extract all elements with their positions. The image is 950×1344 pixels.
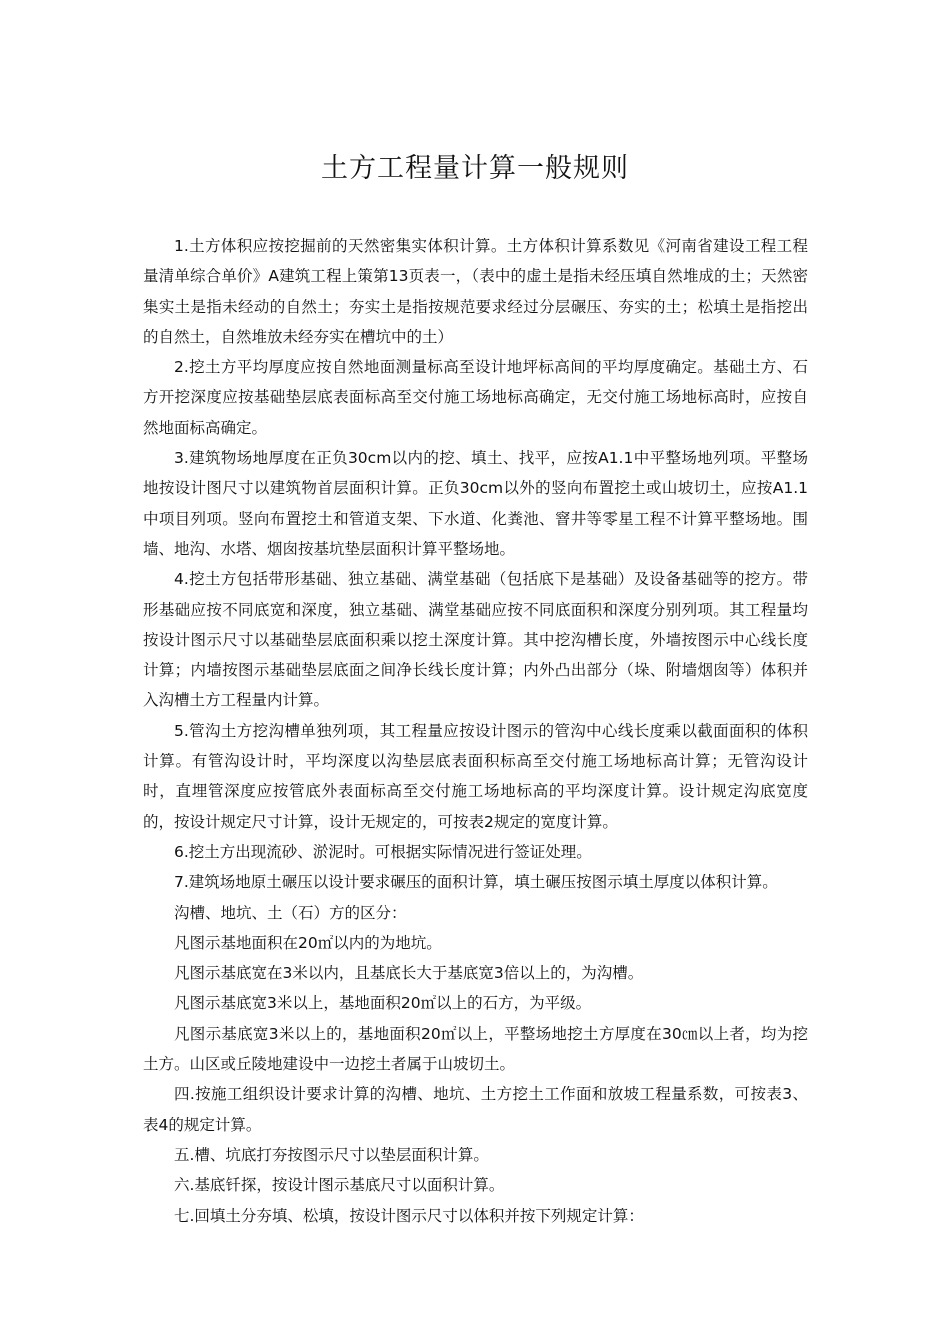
paragraph-7: 7.建筑场地原土碾压以设计要求碾压的面积计算，填土碾压按图示填土厚度以体积计算。 — [174, 873, 778, 892]
document-body — [143, 231, 808, 1231]
paragraph-3: 3.建筑物场地厚度在正负30cm以内的挖、填土、找平，应按A1.1中平整场地列项。平整场地按设计图尺寸以建筑物首层面积计算。正负30cm以外的竖向布置挖土或山坡切土，应按A1.1中项目列项。竖向布置挖土和管道支架、下水道、化粪池、窨井等零星工程不计算平整场地。围墙、地沟、水塔、烟囱按基坑垫层面积计算平整场地。 — [143, 449, 808, 558]
paragraph-earthwork-definition: 凡图示基底宽3米以上的，基地面积20㎡以上，平整场地挖土方厚度在30㎝以上者，均为挖土方。山区或丘陵地建设中一边挖土者属于山坡切土。 — [143, 1024, 808, 1074]
paragraph-4: 4.挖土方包括带形基础、独立基础、满堂基础（包括底下是基础）及设备基础等的挖方。带形基础应按不同底宽和深度，独立基础、满堂基础应按不同底面积和深度分别列项。其工程量均按设计图示尺寸以基础垫层底面积乘以挖土深度计算。其中挖沟槽长度，外墙按图示中心线长度计算；内墙按图示基础垫层底面之间净长线长度计算；内外凸出部分（垛、附墙烟囱等）体积并入沟槽土方工程量内计算。 — [143, 570, 808, 710]
paragraph-1: 1.土方体积应按挖掘前的天然密集实体积计算。土方体积计算系数见《河南省建设工程工程量清单综合单价》A建筑工程上策第13页表一，（表中的虚土是指未经压填自然堆成的土；天然密集实土是指未经动的自然土；夯实土是指按规范要求经过分层碾压、夯实的土；松填土是指挖出的自然土，自然堆放未经夯实在槽坑中的土） — [143, 237, 808, 346]
paragraph-section-6: 六.基底钎探，按设计图示基底尺寸以面积计算。 — [174, 1176, 505, 1195]
paragraph-section-4: 四.按施工组织设计要求计算的沟槽、地坑、土方挖土工作面和放坡工程量系数，可按表3、表4的规定计算。 — [143, 1085, 808, 1134]
paragraph-rock-definition: 凡图示基底宽3米以上，基地面积20㎡以上的石方，为平级。 — [174, 994, 592, 1013]
paragraph-pit-definition: 凡图示基地面积在20㎡以内的为地坑。 — [174, 933, 442, 952]
paragraph-section-5: 五.槽、坑底打夯按图示尺寸以垫层面积计算。 — [174, 1145, 489, 1164]
paragraph-5: 5.管沟土方挖沟槽单独列项，其工程量应按设计图示的管沟中心线长度乘以截面面积的体积计算。有管沟设计时，平均深度以沟垫层底表面积标高至交付施工场地标高计算；无管沟设计时，直埋管深度应按管底外表面标高至交付施工场地标高的平均深度计算。设计规定沟底宽度的，按设计规定尺寸计算，设计无规定的，可按表2规定的宽度计算。 — [143, 721, 808, 831]
page-title: 土方工程量计算一般规则 — [321, 153, 629, 184]
paragraph-classification-heading: 沟槽、地坑、土（石）方的区分： — [174, 903, 407, 922]
paragraph-section-7: 七.回填土分夯填、松填，按设计图示尺寸以体积并按下列规定计算： — [174, 1206, 644, 1225]
paragraph-6: 6.挖土方出现流砂、淤泥时。可根据实际情况进行签证处理。 — [174, 842, 592, 861]
paragraph-2: 2.挖土方平均厚度应按自然地面测量标高至设计地坪标高间的平均厚度确定。基础土方、石方开挖深度应按基础垫层底表面标高至交付施工场地标高确定，无交付施工场地标高时，应按自然地面标高确定。 — [143, 358, 808, 437]
paragraph-trench-definition: 凡图示基底宽在3米以内，且基底长大于基底宽3倍以上的，为沟槽。 — [174, 964, 644, 983]
